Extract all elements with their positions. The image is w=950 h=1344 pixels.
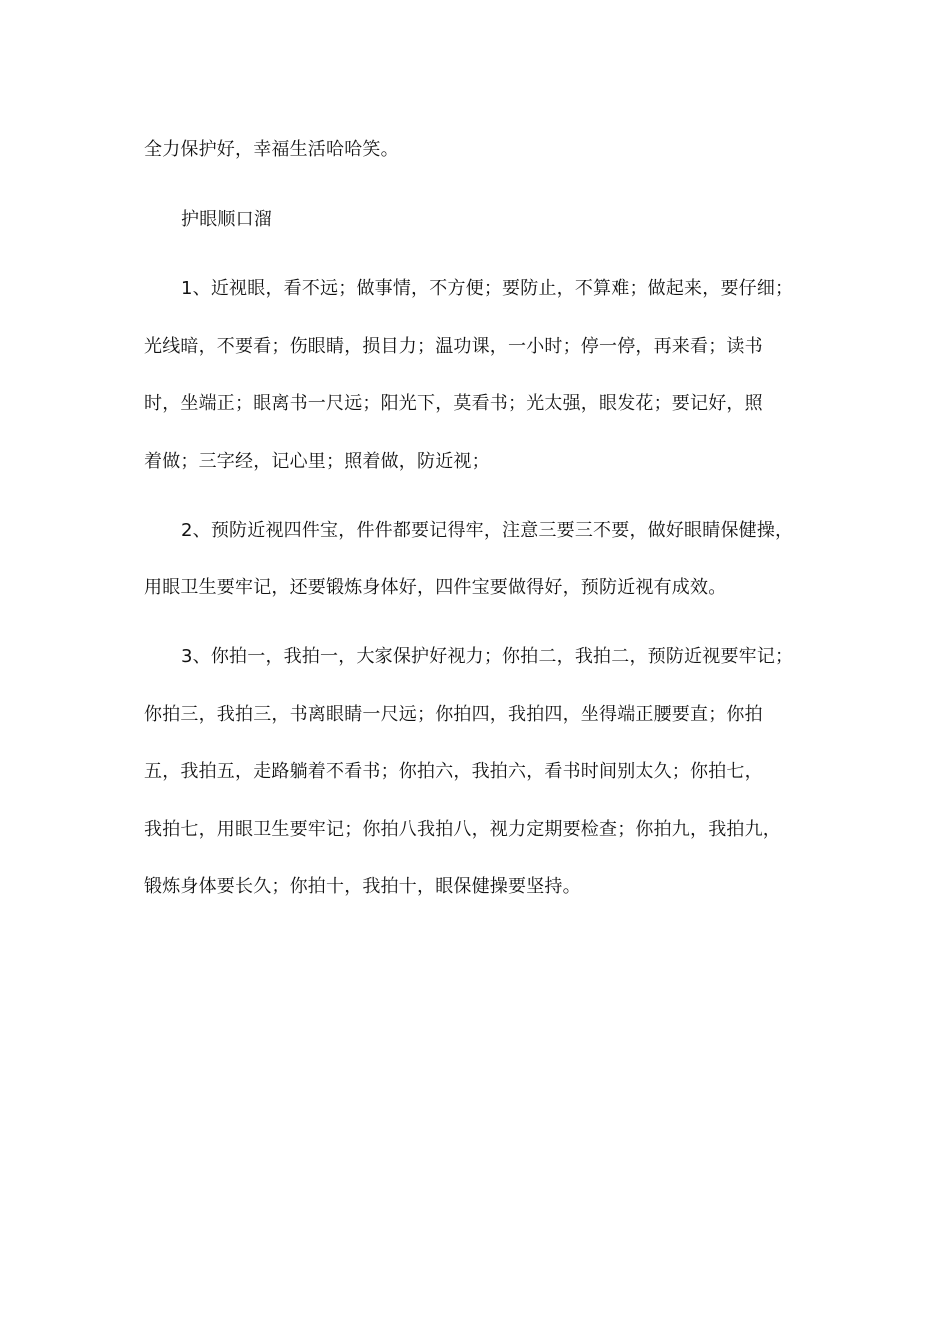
paragraph-line: 我拍七，用眼卫生要牢记；你拍八我拍八，视力定期要检查；你拍九，我拍九， xyxy=(144,819,781,840)
paragraph-line: 全力保护好，幸福生活哈哈笑。 xyxy=(144,139,399,160)
paragraph-line: 2、预防近视四件宝，件件都要记得牢，注意三要三不要，做好眼睛保健操， xyxy=(181,520,794,541)
paragraph-line: 用眼卫生要牢记，还要锻炼身体好，四件宝要做得好，预防近视有成效。 xyxy=(144,577,727,598)
paragraph-line: 着做；三字经，记心里；照着做，防近视； xyxy=(144,451,490,472)
section-heading: 护眼顺口溜 xyxy=(181,209,272,230)
paragraph-line: 五，我拍五，走路躺着不看书；你拍六，我拍六，看书时间别太久；你拍七， xyxy=(144,761,763,782)
paragraph-line: 3、你拍一，我拍一，大家保护好视力；你拍二，我拍二，预防近视要牢记； xyxy=(181,646,794,667)
paragraph-line: 光线暗，不要看；伤眼睛，损目力；温功课，一小时；停一停，再来看；读书 xyxy=(144,336,763,357)
paragraph-line: 锻炼身体要长久；你拍十，我拍十，眼保健操要坚持。 xyxy=(144,876,581,897)
paragraph-line: 你拍三，我拍三，书离眼睛一尺远；你拍四，我拍四，坐得端正腰要直；你拍 xyxy=(144,704,763,725)
paragraph-line: 时，坐端正；眼离书一尺远；阳光下，莫看书；光太强，眼发花；要记好，照 xyxy=(144,393,763,414)
paragraph-line: 1、近视眼，看不远；做事情，不方便；要防止，不算难；做起来，要仔细； xyxy=(181,278,794,299)
